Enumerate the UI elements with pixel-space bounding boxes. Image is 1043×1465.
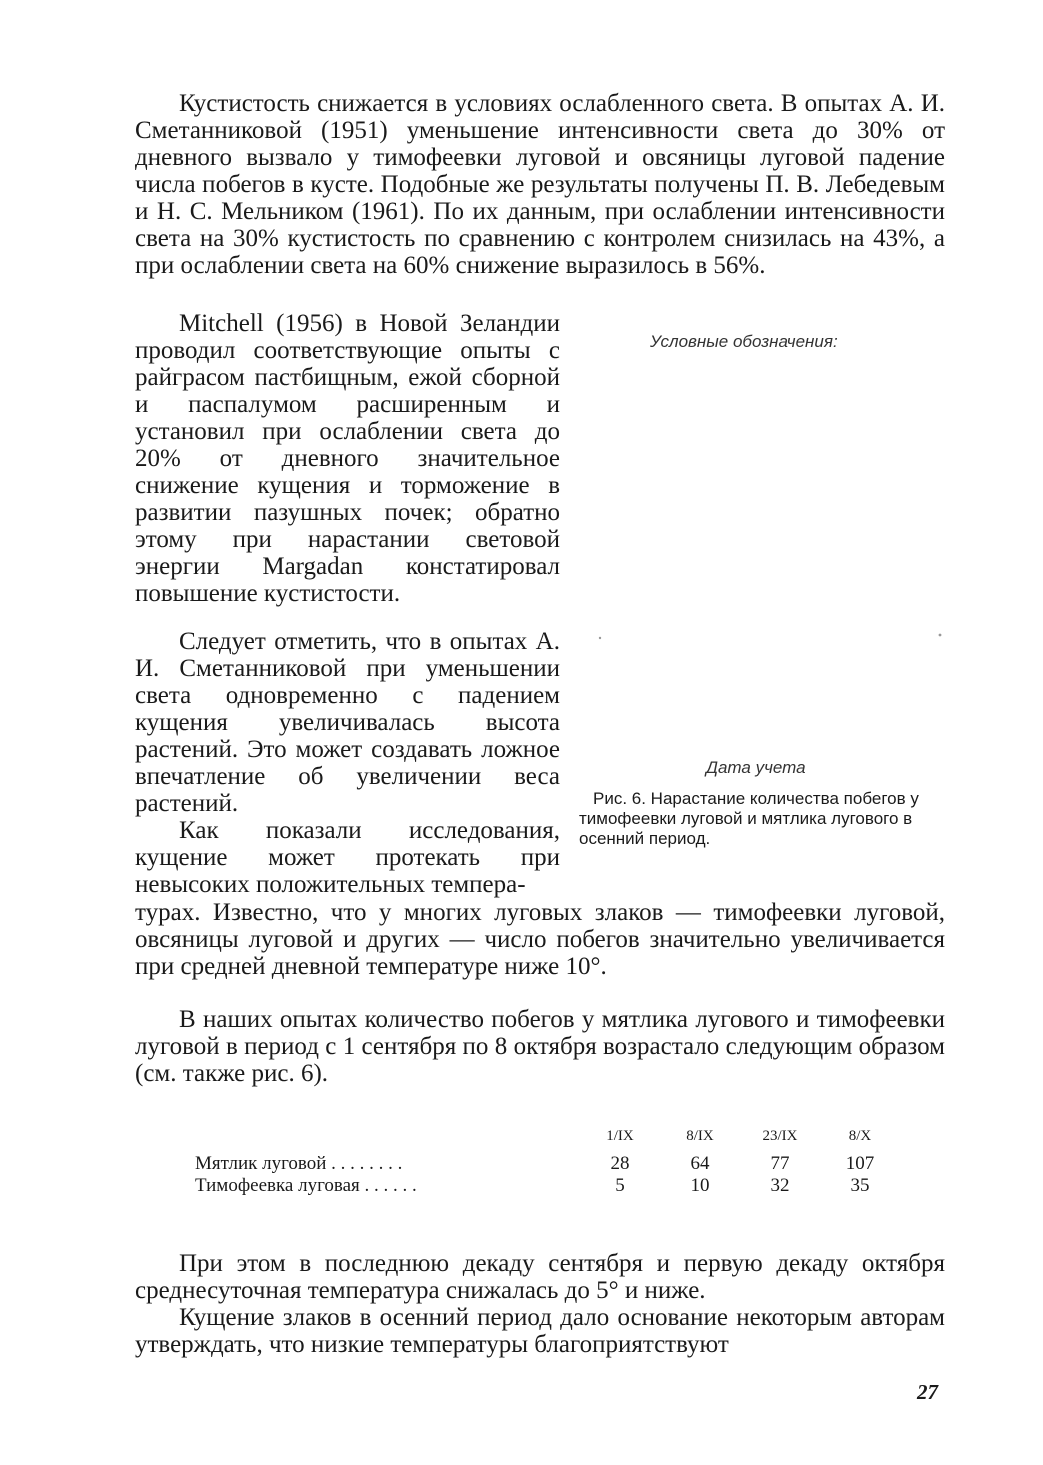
table-header-date: 1/IX	[606, 1128, 634, 1144]
table-cell: 10	[690, 1175, 710, 1196]
table-cell: 64	[690, 1153, 710, 1174]
paragraph-september-temperature: При этом в последнюю декаду сентября и первую декаду октября среднесуточная температура снижалась до 5° и ниже.	[135, 1250, 945, 1304]
figure-legend-title: Условные обозначения:	[650, 332, 838, 351]
figure-speck	[599, 637, 601, 639]
table-header-date: 8/IX	[686, 1128, 714, 1144]
table-cell: 5	[615, 1175, 625, 1196]
paragraph-temperature-end: турах. Известно, что у многих луговых злаков — тимофеевки луговой, овсяницы луговой и других — число побегов значительно увеличивается при средней дневной температуре ниже 10°.	[135, 899, 945, 980]
table-header-date: 23/IX	[762, 1128, 798, 1144]
paragraph-autumn-tillering: Кущение злаков в осенний период дало основание некоторым авторам утверждать, что низкие температуры благоприятствуют	[135, 1304, 945, 1358]
paragraph-our-experiments: В наших опытах количество побегов у мятлика лугового и тимофеевки луговой в период с 1 сентября по 8 октября возрастало следующим образом (см. также рис. 6).	[135, 1006, 945, 1087]
table-row-label: Мятлик луговой . . . . . . . .	[195, 1153, 403, 1174]
table-cell: 32	[770, 1175, 790, 1196]
paragraph-mitchell: Mitchell (1956) в Новой Зеландии проводил соответствующие опыты с райграсом пастбищным, ежой сборной и паспалумом расширенным и установил при ослаблении света до 20% от дневного значительное снижение кущения и торможение в развитии пазушных почек; обратно этому при нарастании световой энергии Margadan констатировал повышение кустистости.	[135, 310, 560, 607]
table-row-label: Тимофеевка луговая . . . . . .	[195, 1175, 417, 1196]
figure-plot-area	[595, 355, 945, 750]
figure-caption: Рис. 6. Нарастание количества побегов у тимофеевки луговой и мятлика лугового в осенний период.	[579, 789, 919, 848]
paragraph-light-tillering: Кустистость снижается в условиях ослабленного света. В опытах А. И. Сметанниковой (1951) уменьшение интенсивности света до 30% от дневного вызвало у тимофеевки луговой и овсяницы луговой падение числа побегов в кусте. Подобные же результаты получены П. В. Лебедевым и Н. С. Мельником (1961). По их данным, при ослаблении интенсивности света на 30% кустистость по сравнению с контролем снизилась на 43%, а при ослаблении света на 60% снижение выразилось в 56%.	[135, 90, 945, 279]
table-cell: 77	[770, 1153, 790, 1174]
figure-speck	[939, 634, 942, 637]
table-cell: 107	[845, 1153, 875, 1174]
table-row	[195, 1153, 900, 1175]
table-cell: 28	[610, 1153, 630, 1174]
table-row	[195, 1175, 900, 1197]
table-cell: 35	[850, 1175, 870, 1196]
table-header-date: 8/X	[848, 1128, 872, 1144]
page-number: 27	[917, 1380, 938, 1404]
table-header-empty	[195, 1125, 580, 1153]
table-header-row	[195, 1125, 900, 1153]
shoots-table	[195, 1125, 900, 1197]
figure-x-axis-label: Дата учета	[706, 758, 806, 777]
figure-faded-plot	[595, 355, 945, 750]
paragraph-temperature-start: Как показали исследования, кущение может протекать при невысоких положительных темпера-	[135, 817, 560, 898]
paragraph-height-note: Следует отметить, что в опытах А. И. Сметанниковой при уменьшении света одновременно с падением кущения увеличивалась высота растений. Это может создавать ложное впечатление об увеличении веса растений.	[135, 628, 560, 817]
